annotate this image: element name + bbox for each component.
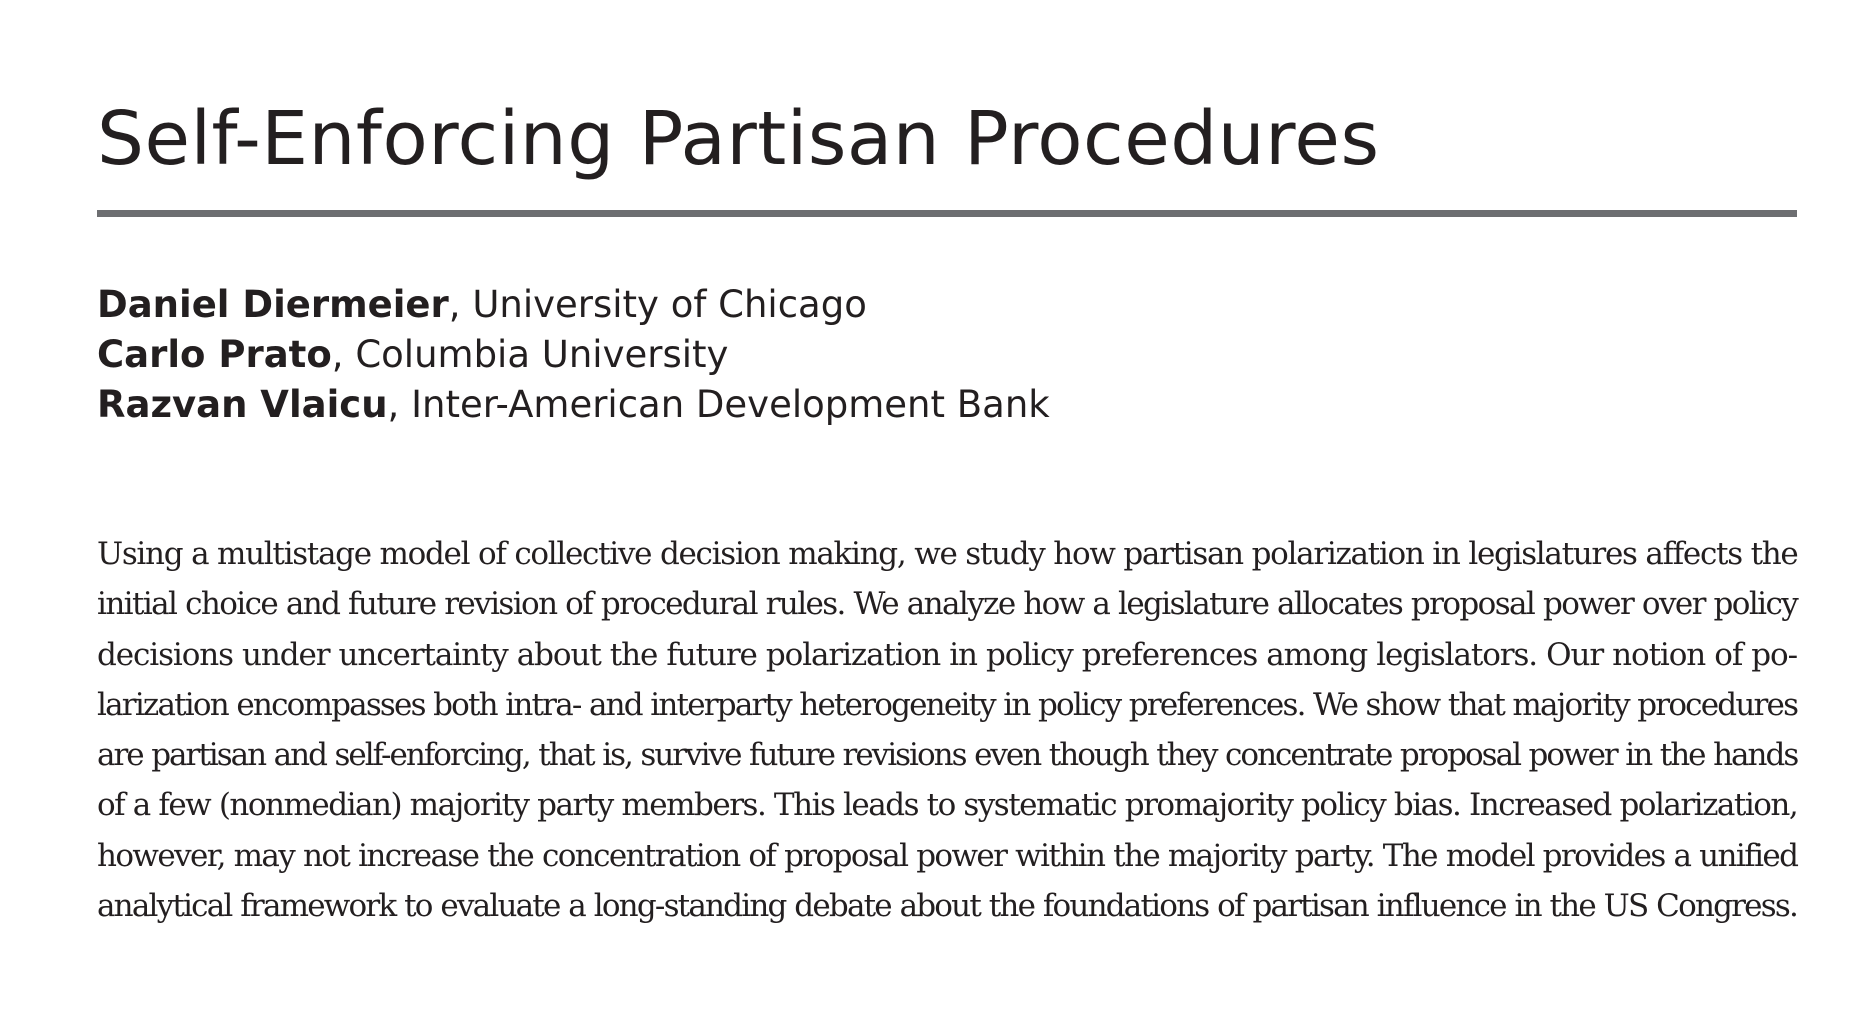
author-list bbox=[97, 280, 1797, 430]
abstract-line: are partisan and self-enforcing, that is, survive future revisions even though they concentrate proposal power in the hands bbox=[97, 737, 1798, 774]
paper-title: Self-Enforcing Partisan Procedures bbox=[97, 96, 1380, 182]
author-separator: , bbox=[448, 283, 473, 326]
author-entry bbox=[97, 380, 1797, 430]
author-separator: , bbox=[387, 383, 412, 426]
paper-page bbox=[97, 0, 1797, 1036]
abstract-line: decisions under uncertainty about the future polarization in policy preferences among legislators. Our notion of po- bbox=[97, 636, 1797, 673]
author-affiliation: University of Chicago bbox=[472, 283, 867, 326]
author-entry bbox=[97, 280, 1797, 330]
abstract-line: initial choice and future revision of procedural rules. We analyze how a legislature allocates proposal power over policy bbox=[97, 586, 1798, 623]
author-affiliation: Inter-American Development Bank bbox=[411, 383, 1050, 426]
author-affiliation: Columbia University bbox=[355, 333, 729, 376]
author-name: Carlo Prato bbox=[97, 333, 332, 376]
author-separator: , bbox=[331, 333, 356, 376]
abstract bbox=[97, 529, 1797, 931]
abstract-line: of a few (nonmedian) majority party members. This leads to systematic promajority policy bias. Increased polarization, bbox=[97, 787, 1798, 824]
abstract-line: analytical framework to evaluate a long-standing debate about the foundations of partisan influence in the US Congress. bbox=[97, 888, 1797, 925]
author-name: Razvan Vlaicu bbox=[97, 383, 388, 426]
author-name: Daniel Diermeier bbox=[97, 283, 449, 326]
abstract-line: larization encompasses both intra- and interparty heterogeneity in policy preferences. We show that majority procedures bbox=[97, 686, 1798, 723]
abstract-line: however, may not increase the concentration of proposal power within the majority party. The model provides a unified bbox=[97, 837, 1798, 874]
abstract-line: Using a multistage model of collective decision making, we study how partisan polarization in legislatures affects the bbox=[97, 536, 1798, 572]
title-divider bbox=[97, 210, 1797, 217]
author-entry bbox=[97, 330, 1797, 380]
